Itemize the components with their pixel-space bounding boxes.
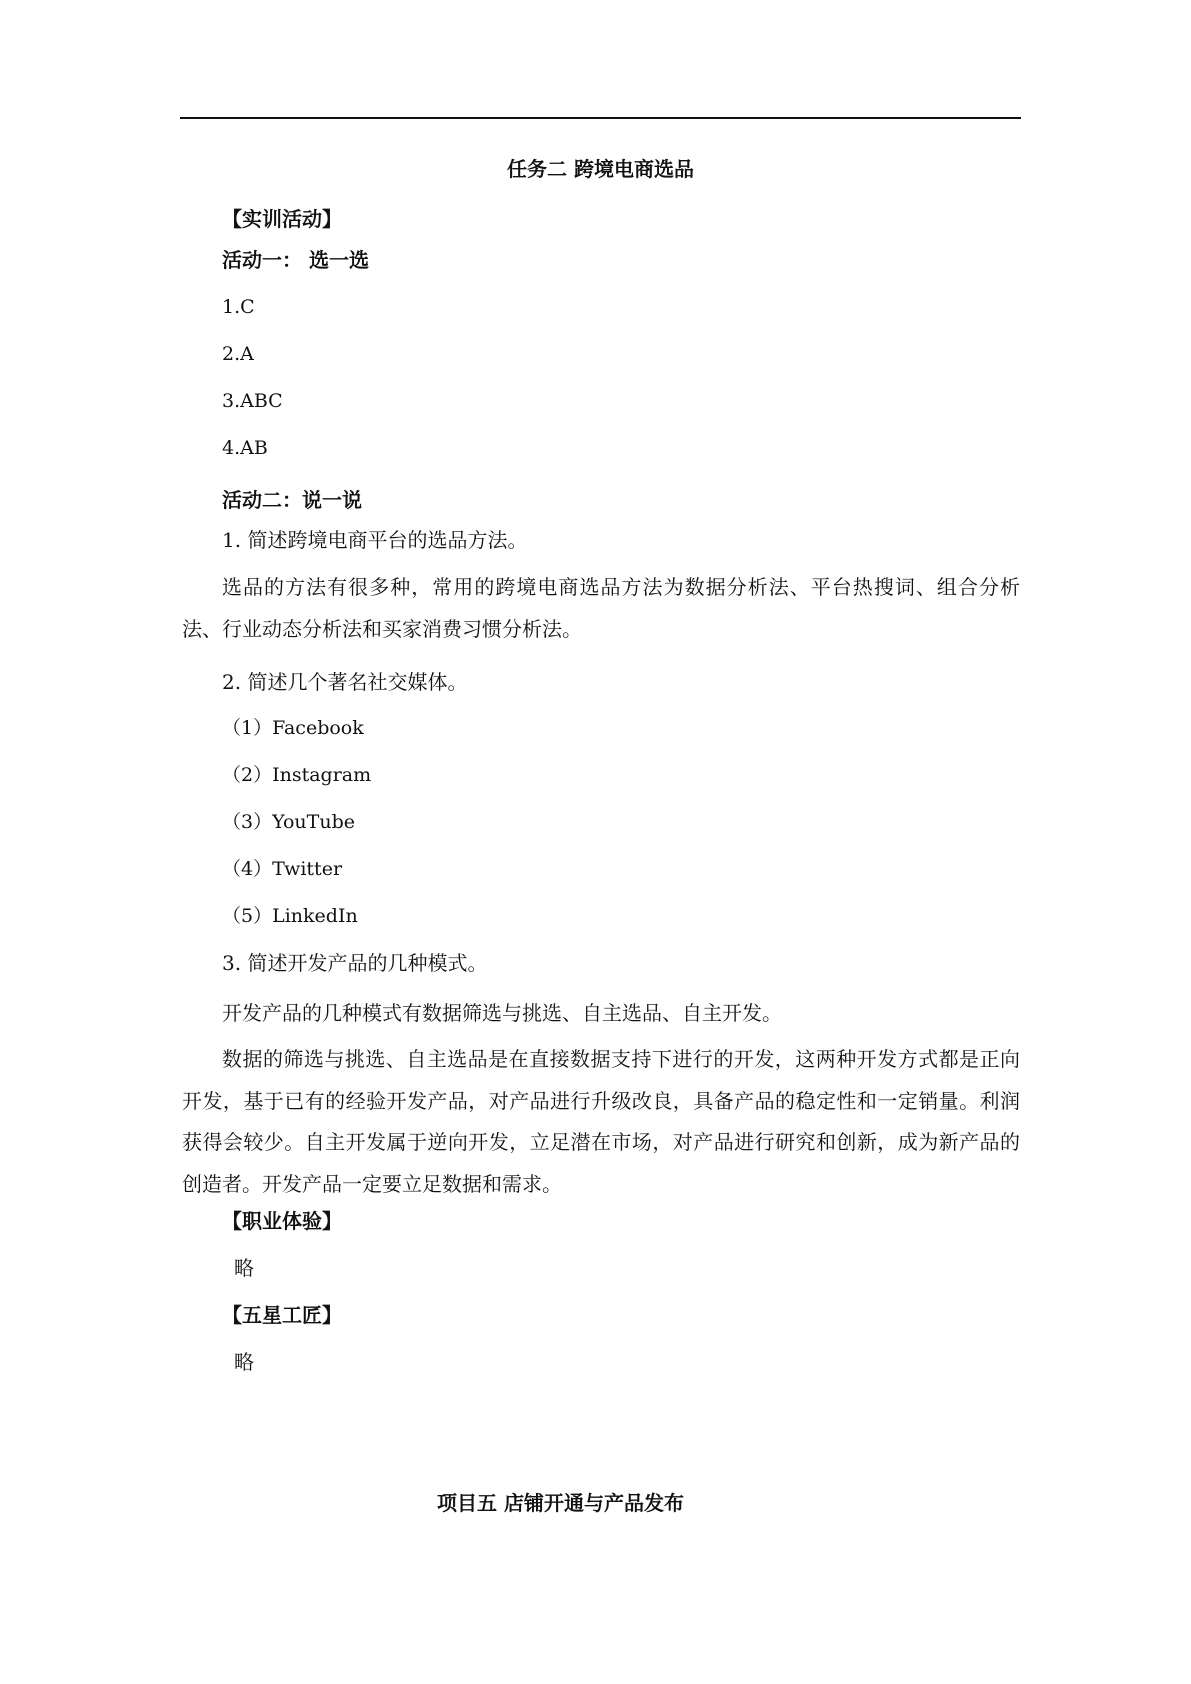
project-title: 项目五 店铺开通与产品发布	[437, 1491, 684, 1515]
answer-2: 2.A	[222, 343, 254, 365]
media-item-facebook: （1）Facebook	[222, 717, 364, 739]
media-item-linkedin: （5）LinkedIn	[222, 905, 358, 927]
training-heading: 【实训活动】	[222, 207, 342, 231]
answer-3: 3.ABC	[222, 390, 283, 412]
career-content: 略	[234, 1256, 254, 1280]
question-1: 1. 简述跨境电商平台的选品方法。	[222, 528, 528, 552]
answer-paragraph-3a: 开发产品的几种模式有数据筛选与挑选、自主选品、自主开发。	[222, 1001, 782, 1025]
answer-4: 4.AB	[222, 437, 268, 459]
question-3: 3. 简述开发产品的几种模式。	[222, 951, 488, 975]
question-2: 2. 简述几个著名社交媒体。	[222, 670, 468, 694]
craftsman-content: 略	[234, 1350, 254, 1374]
media-item-youtube: （3）YouTube	[222, 811, 355, 833]
activity1-heading: 活动一： 选一选	[222, 248, 369, 272]
career-heading: 【职业体验】	[222, 1209, 342, 1233]
media-item-instagram: （2）Instagram	[222, 764, 372, 786]
answer-1: 1.C	[222, 296, 255, 318]
answer-paragraph-1: 选品的方法有很多种，常用的跨境电商选品方法为数据分析法、平台热搜词、组合分析法、行业动态分析法和买家消费习惯分析法。	[182, 575, 1020, 641]
header-rule	[180, 117, 1021, 119]
task-title: 任务二 跨境电商选品	[507, 157, 694, 181]
activity2-heading: 活动二：说一说	[222, 488, 362, 512]
answer-paragraph-3b: 数据的筛选与挑选、自主选品是在直接数据支持下进行的开发，这两种开发方式都是正向开发，基于已有的经验开发产品，对产品进行升级改良，具备产品的稳定性和一定销量。利润获得会较少。自主开发属于逆向开发，立足潜在市场，对产品进行研究和创新，成为新产品的创造者。开发产品一定要立足数据和需求。	[182, 1047, 1020, 1196]
media-item-twitter: （4）Twitter	[222, 858, 343, 880]
craftsman-heading: 【五星工匠】	[222, 1303, 342, 1327]
